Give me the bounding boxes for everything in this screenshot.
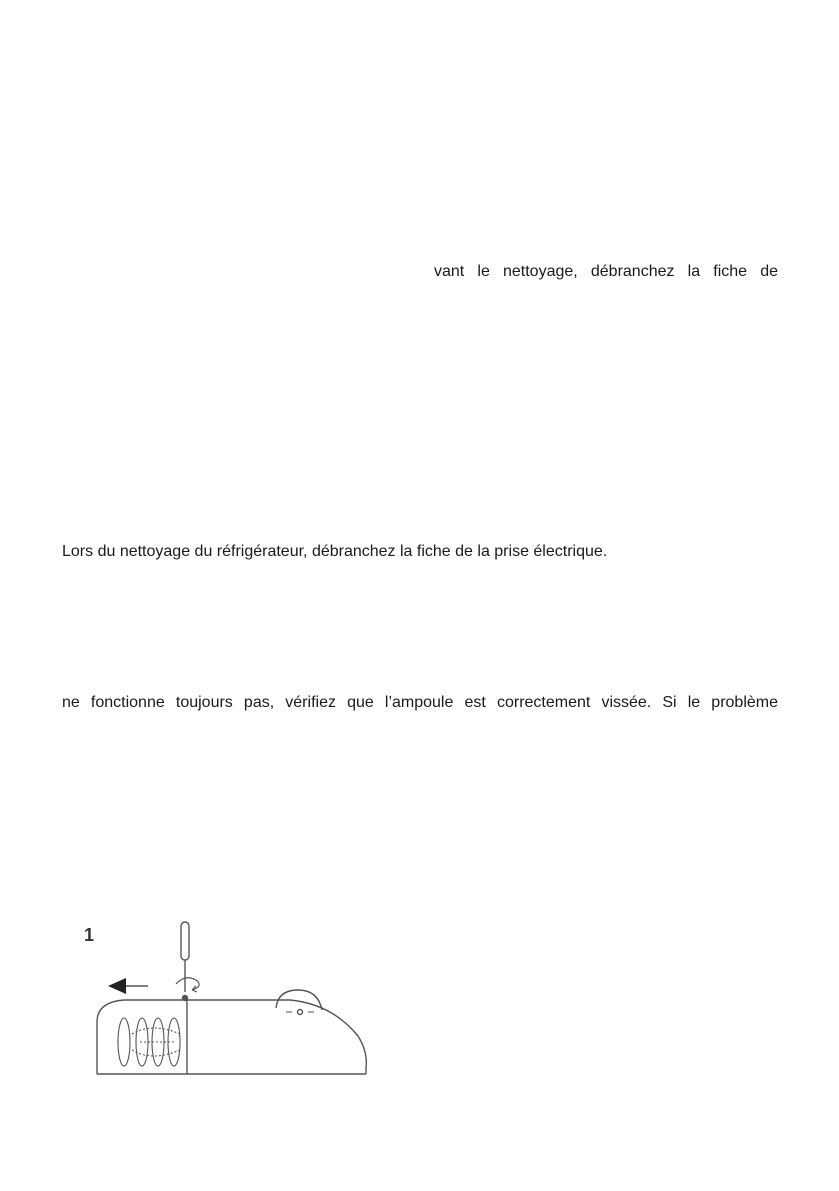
paragraph-line-2: Lors du nettoyage du réfrigérateur, débranchez la fiche de la prise électrique. [62, 543, 608, 560]
figure-step-number: 1 [84, 925, 95, 945]
rotate-arrow-icon [176, 978, 199, 990]
arrow-left-icon [108, 978, 148, 994]
lamp-cover-removal-illustration [80, 918, 380, 1088]
screwdriver-icon [181, 922, 189, 992]
paragraph-line-3: ne fonctionne toujours pas, vérifiez que l’ampoule est correctement vissée. Si le problème [62, 694, 778, 711]
bulb-icon [118, 1018, 180, 1066]
paragraph-line-1: vant le nettoyage, débranchez la fiche de [434, 263, 778, 280]
lamp-housing [97, 1000, 366, 1074]
